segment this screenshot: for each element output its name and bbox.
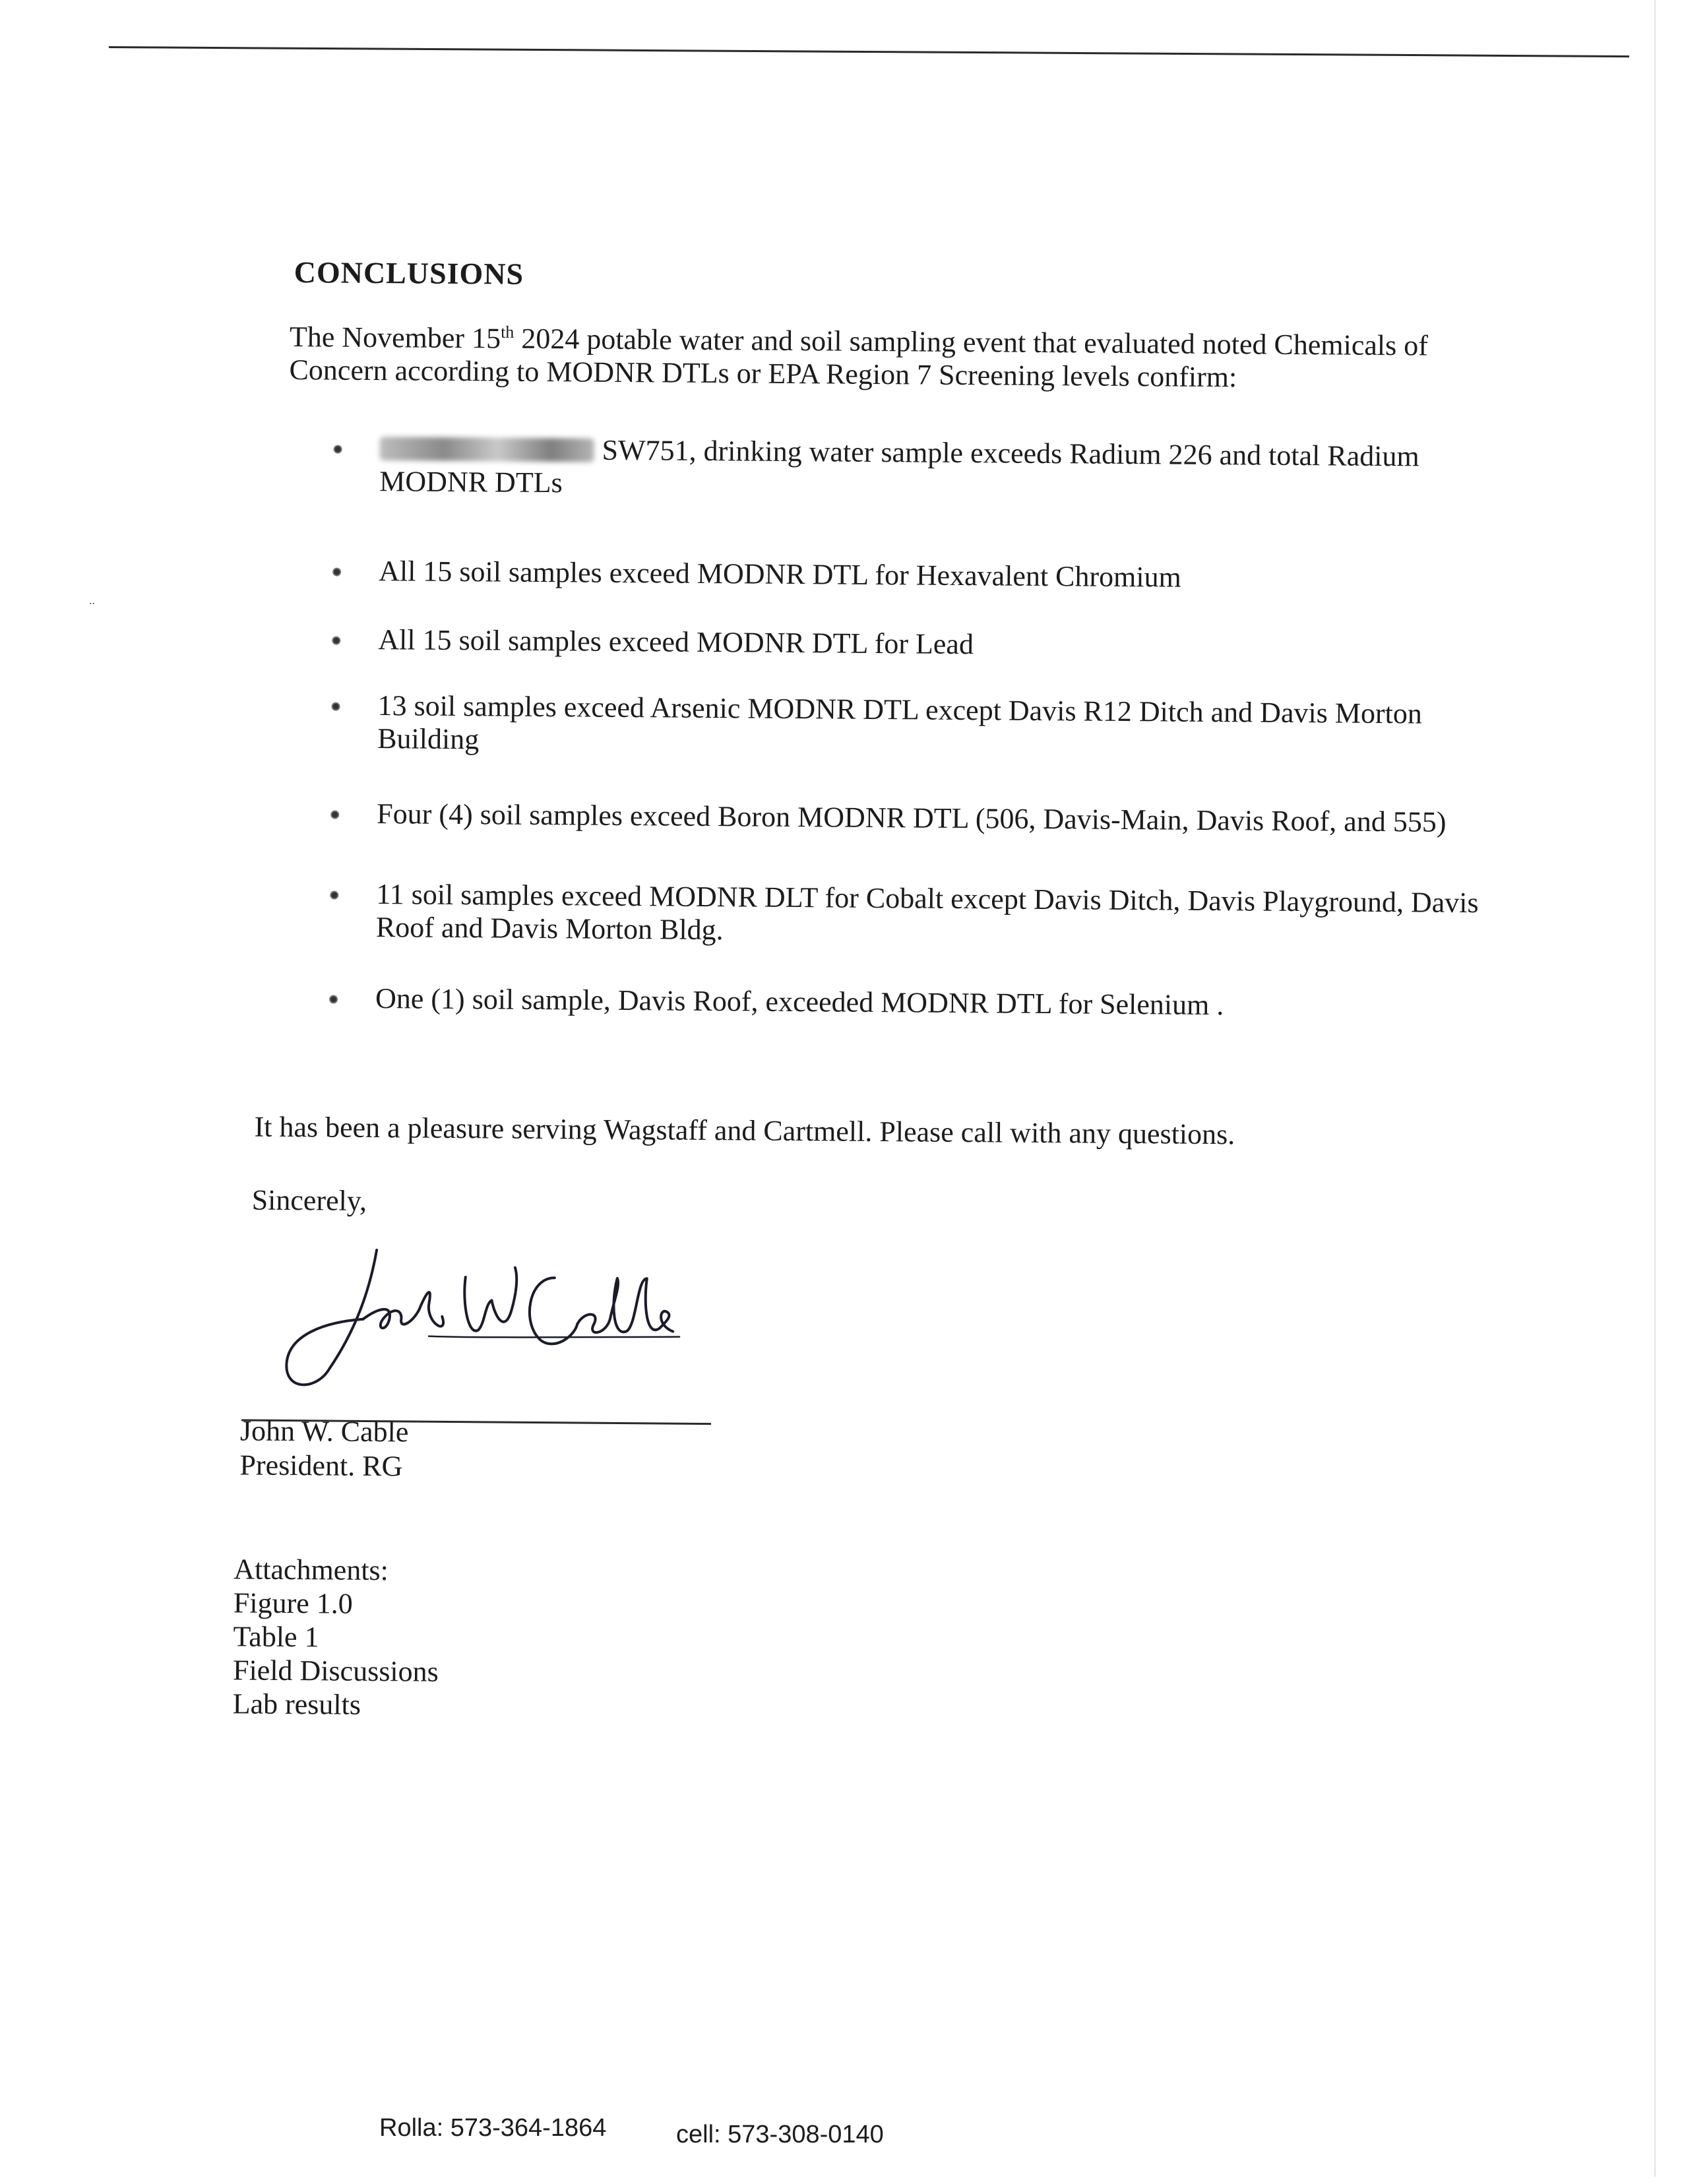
bullet-icon <box>330 891 338 900</box>
bullet-text: 13 soil samples exceed Arsenic MODNR DTL except Davis R12 Ditch and Davis Morton Building <box>377 689 1423 756</box>
bullet-text: All 15 soil samples exceed MODNR DTL for Hexavalent Chromium <box>378 555 1182 594</box>
signer-block <box>239 1414 408 1483</box>
attachment-item: Field Discussions <box>232 1654 439 1688</box>
list-item <box>312 623 1493 665</box>
bullet-text: 11 soil samples exceed MODNR DLT for Cobalt except Davis Ditch, Davis Playground, Davis Roof and Davis Morton Bldg. <box>375 878 1479 947</box>
intro-text-start: The November 15 <box>289 320 501 355</box>
bullet-icon <box>330 811 339 819</box>
list-item <box>313 431 1495 507</box>
bullet-text: SW751, drinking water sample exceeds Radium 226 and total Radium MODNR DTLs <box>379 433 1419 499</box>
findings-list <box>309 431 1495 1024</box>
bullet-icon <box>332 568 341 577</box>
closing-paragraph: It has been a pleasure serving Wagstaff and Cartmell. Please call with any questions. <box>254 1110 1235 1151</box>
bullet-text: One (1) soil sample, Davis Roof, exceeded MODNR DTL for Selenium . <box>375 982 1224 1022</box>
sign-off: Sincerely, <box>251 1183 367 1217</box>
bullet-icon <box>332 637 340 645</box>
bullet-icon <box>332 702 340 711</box>
intro-ordinal-suffix: th <box>501 322 514 342</box>
bullet-text: All 15 soil samples exceed MODNR DTL for Lead <box>378 623 974 661</box>
redacted-name <box>379 437 594 462</box>
list-item <box>309 982 1490 1024</box>
attachment-item: Figure 1.0 <box>233 1586 353 1620</box>
footer-rolla-phone: Rolla: 573-364-1864 <box>379 2114 607 2142</box>
signer-name: John W. Cable <box>239 1414 409 1449</box>
footer-cell-phone: cell: 573-308-0140 <box>676 2121 884 2148</box>
handwritten-signature <box>276 1236 687 1398</box>
bullet-icon <box>329 995 338 1003</box>
bullet-icon <box>334 445 342 454</box>
list-item <box>313 554 1493 596</box>
signer-title: President. RG <box>239 1449 403 1483</box>
attachment-item: Table 1 <box>233 1620 319 1654</box>
section-heading: CONCLUSIONS <box>294 255 524 291</box>
attachments-label: Attachments: <box>234 1553 389 1587</box>
attachment-item: Lab results <box>232 1687 361 1721</box>
list-item <box>311 797 1491 839</box>
intro-text-end: 2024 potable water and soil sampling event that evaluated noted Chemicals of Concern according to MODNR DTLs or EPA Region 7 Screening levels confirm: <box>289 322 1429 394</box>
intro-paragraph <box>289 321 1503 396</box>
list-item <box>310 877 1491 952</box>
list-item <box>311 689 1493 764</box>
attachments-block <box>232 1552 439 1722</box>
scan-speck: .. <box>89 594 95 607</box>
bullet-text: Four (4) soil samples exceed Boron MODNR DTL (506, Davis-Main, Davis Roof, and 555) <box>377 797 1447 838</box>
